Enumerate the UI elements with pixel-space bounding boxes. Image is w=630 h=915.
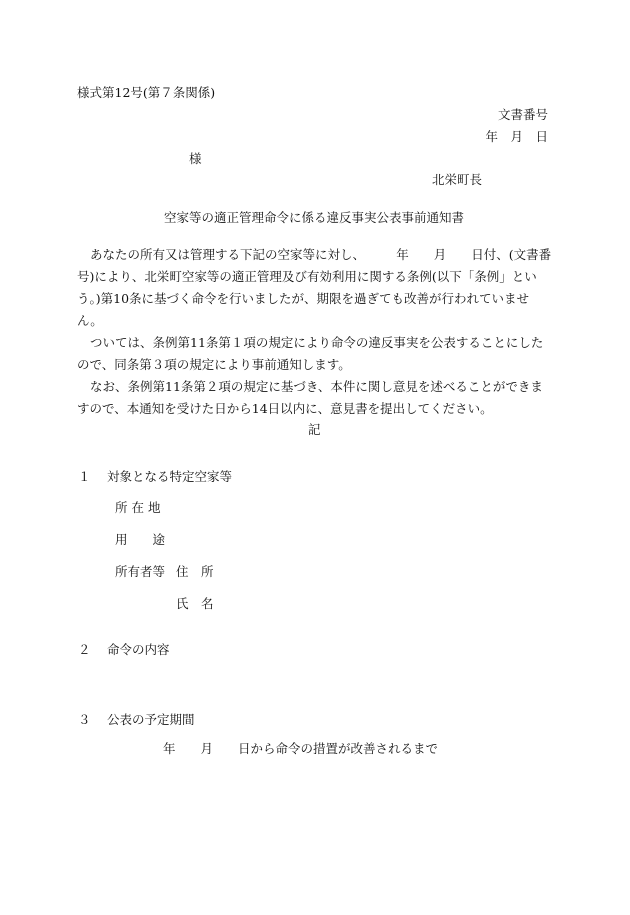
body-paragraph-2: ついては、条例第11条第１項の規定により命令の違反事実を公表することにしたので、同条第３項の規定により事前通知します。 xyxy=(77,335,544,372)
owner-name-label: 氏 名 xyxy=(176,596,214,611)
owner-label: 所有者等 xyxy=(115,564,166,579)
section-1-heading: １ 対象となる特定空家等 xyxy=(78,469,232,484)
document-number-label: 文書番号 xyxy=(497,107,548,122)
use-label: 用 途 xyxy=(115,532,166,547)
sender-name: 北栄町長 xyxy=(432,172,483,187)
ki-heading: 記 xyxy=(308,422,321,437)
publication-period: 年 月 日から命令の措置が改善されるまで xyxy=(163,741,439,756)
section-3-heading: ３ 公表の予定期間 xyxy=(78,712,195,727)
body-text xyxy=(77,244,552,420)
form-number: 様式第12号(第７条関係) xyxy=(77,85,216,100)
section-2-heading: ２ 命令の内容 xyxy=(78,642,170,657)
location-label: 所 在 地 xyxy=(115,500,161,515)
body-paragraph-1: あなたの所有又は管理する下記の空家等に対し、 年 月 日付、(文書番号)により、北栄町空家等の適正管理及び有効利用に関する条例(以下「条例」という。)第10条に基づく命令を行いましたが、期限を過ぎても改善が行われていません。 xyxy=(77,247,552,328)
body-paragraph-3: なお、条例第11条第２項の規定に基づき、本件に関し意見を述べることができますので、本通知を受けた日から14日以内に、意見書を提出してください。 xyxy=(77,379,543,416)
owner-address-label: 住 所 xyxy=(176,564,214,579)
date-line: 年 月 日 xyxy=(485,129,548,144)
addressee-suffix: 様 xyxy=(189,151,202,166)
document-title: 空家等の適正管理命令に係る違反事実公表事前通知書 xyxy=(164,210,465,225)
